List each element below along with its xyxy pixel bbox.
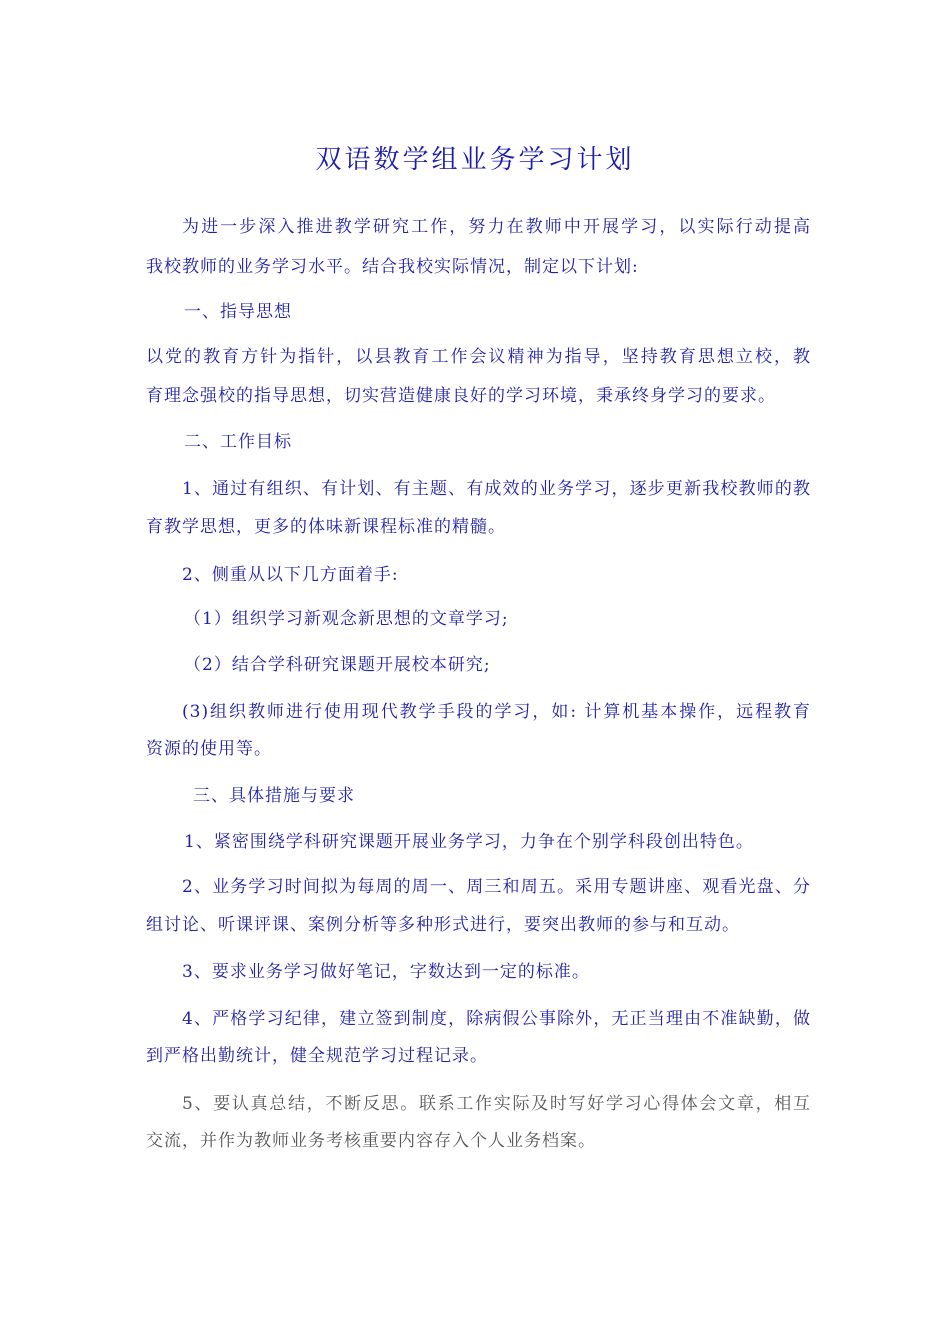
guiding-ideology-line-2: 育理念强校的指导思想，切实营造健康良好的学习环境，秉承终身学习的要求。 xyxy=(146,386,776,406)
guiding-ideology-line-1: 以党的教育方针为指针，以县教育工作会议精神为指导，坚持教育思想立校，教 xyxy=(146,347,811,367)
section-heading-guiding-ideology: 一、指导思想 xyxy=(184,302,292,322)
work-goal-2-item-2: （2）结合学科研究课题开展校本研究; xyxy=(184,655,491,675)
section-heading-measures: 三、具体措施与要求 xyxy=(193,786,355,806)
intro-line-1: 为进一步深入推进教学研究工作，努力在教师中开展学习，以实际行动提高 xyxy=(182,217,811,237)
work-goal-1-line-1: 1、通过有组织、有计划、有主题、有成效的业务学习，逐步更新我校教师的教 xyxy=(182,479,811,499)
section-heading-work-goals: 二、工作目标 xyxy=(184,432,292,452)
work-goal-2-item-3-line-1: (3)组织教师进行使用现代教学手段的学习，如: 计算机基本操作，远程教育 xyxy=(182,702,811,722)
measure-4-line-1: 4、严格学习纪律，建立签到制度，除病假公事除外，无正当理由不准缺勤，做 xyxy=(182,1009,811,1029)
measure-2-line-1: 2、业务学习时间拟为每周的周一、周三和周五。采用专题讲座、观看光盘、分 xyxy=(182,877,811,897)
measure-5-line-1: 5、要认真总结，不断反思。联系工作实际及时写好学习心得体会文章，相互 xyxy=(182,1094,811,1114)
work-goal-2-item-3-line-2: 资源的使用等。 xyxy=(146,739,272,759)
measure-1: 1、紧密围绕学科研究课题开展业务学习，力争在个别学科段创出特色。 xyxy=(184,832,754,852)
measure-2-line-2: 组讨论、听课评课、案例分析等多种形式进行，要突出教师的参与和互动。 xyxy=(146,915,740,935)
measure-3: 3、要求业务学习做好笔记，字数达到一定的标准。 xyxy=(182,962,590,982)
measure-5-line-2: 交流，并作为教师业务考核重要内容存入个人业务档案。 xyxy=(146,1131,596,1151)
measure-4-line-2: 到严格出勤统计，健全规范学习过程记录。 xyxy=(146,1046,488,1066)
intro-line-2: 我校教师的业务学习水平。结合我校实际情况，制定以下计划: xyxy=(146,257,639,277)
work-goal-2-item-1: （1）组织学习新观念新思想的文章学习; xyxy=(184,609,509,629)
work-goal-2: 2、侧重从以下几方面着手: xyxy=(182,565,399,585)
document-title: 双语数学组业务学习计划 xyxy=(315,145,635,175)
work-goal-1-line-2: 育教学思想，更多的体味新课程标准的精髓。 xyxy=(146,517,506,537)
